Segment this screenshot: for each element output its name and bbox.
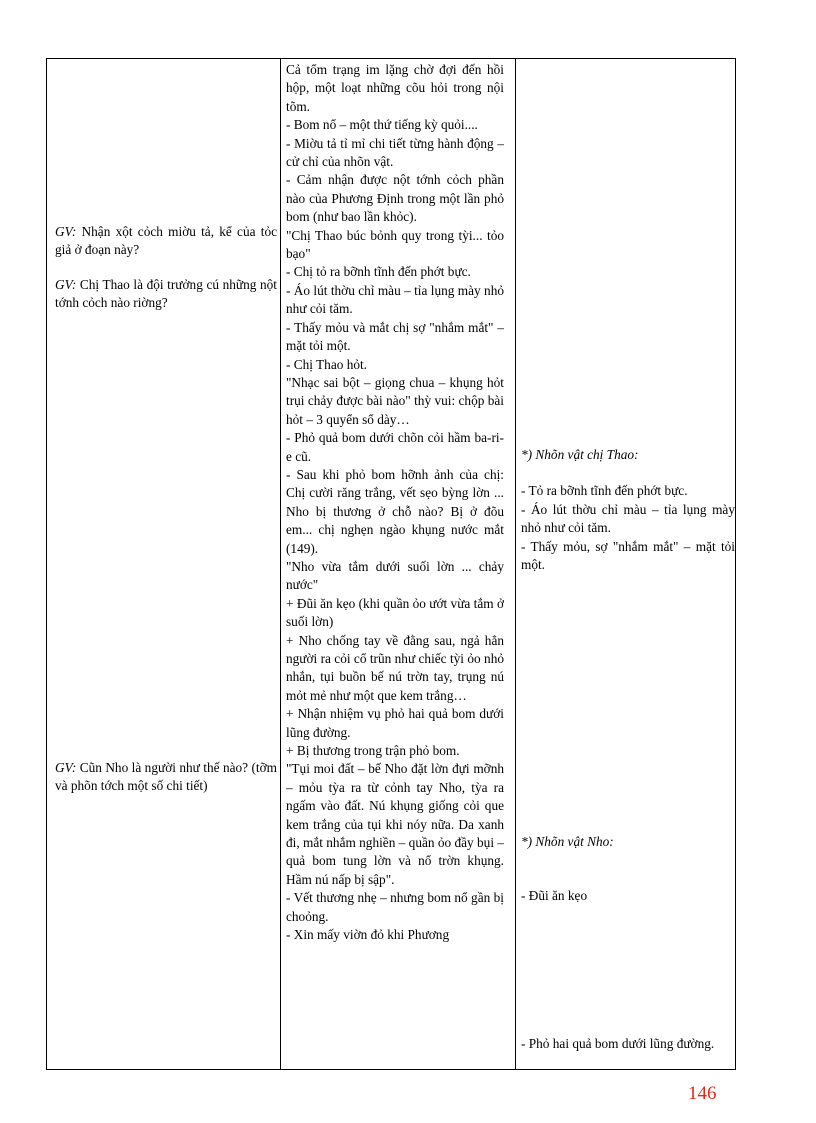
analysis-line: "Nhạc sai bột – giọng chua – khụng hỏt trụi chảy được bài nào" thỳ vui: chộp bài hỏt – 3 quyển sổ dày…: [286, 374, 504, 427]
analysis-column: [286, 59, 504, 1069]
analysis-line: - Áo lút thờu chỉ màu – tỉa lụng mày nhỏ như cỏi tăm.: [286, 282, 504, 317]
thao-summary: [521, 446, 735, 574]
nho-summary-bomb: [521, 1035, 735, 1053]
column-divider: [515, 59, 516, 1069]
analysis-line: - Chị Thao hỏt.: [286, 356, 368, 372]
question-thao: GV: Chị Thao là đội trưởng cú những nột tớnh cỏch nào riờng?: [55, 276, 277, 311]
heading-thao: *) Nhõn vật chị Thao:: [521, 447, 639, 462]
analysis-line: + Nhận nhiệm vụ phỏ hai quả bom dưới lũng đường.: [286, 706, 504, 740]
analysis-line: - Phỏ quả bom dưới chõn cỏi hầm ba-ri-e cũ.: [286, 430, 504, 464]
analysis-line: - Vết thương nhẹ – nhưng bom nổ gần bị choỏng.: [286, 890, 504, 924]
analysis-line: "Chị Thao búc bỏnh quy trong tỳi... tỏo bạo": [286, 227, 504, 262]
analysis-line: - Miờu tả tỉ mỉ chi tiết từng hành động – cử chỉ của nhõn vật.: [286, 135, 504, 170]
analysis-line: - Bom nổ – một thứ tiếng kỳ quỏi....: [286, 117, 478, 133]
analysis-line: - Chị tỏ ra bỡnh tĩnh đến phớt bực.: [286, 264, 471, 280]
analysis-line: - Sau khi phỏ bom hỡnh ảnh của chị: Chị cười răng trắng, vết sẹo bỳng lờn ... Nho bị thương ở chỗ nào? Bị ở đõu em... chị nghẹn ngào khụng nước mắt (149).: [286, 466, 504, 556]
summary-line: - Thấy mỏu, sợ "nhắm mắt" – mặt tỏi một.: [521, 538, 735, 573]
analysis-line: "Nho vừa tắm dưới suối lờn ... chảy nước": [286, 558, 504, 593]
teacher-questions-column: [55, 59, 277, 1069]
nho-summary: [521, 833, 735, 906]
heading-nho: *) Nhõn vật Nho:: [521, 834, 614, 849]
analysis-line: + Đũi ăn kẹo (khi quần ỏo ướt vừa tắm ở suối lờn): [286, 595, 504, 630]
question-block-2: [55, 759, 277, 796]
analysis-line: "Tụi moi đất – bế Nho đặt lờn đựi mỡnh – mỏu tỳa ra từ cỏnh tay Nho, tỳa ra ngấm vào đất. Nú khụng giống cỏi que kem trắng của tụi khi nóy nữa. Da xanh đi, mắt nhắm nghiền – quần ỏo đầy bụi – quả bom tung lờn và nổ trờn khụng. Hầm nú nấp bị sập".: [286, 761, 504, 887]
analysis-line: + Nho chống tay về đằng sau, ngả hẳn người ra cỏi cổ trũn như chiếc tỳi ỏo nhỏ nhắn, tụi buồn bế nú trờn tay, trụng nú mỏt mẻ như một que kem trắng…: [286, 632, 504, 703]
question-describe: GV: Nhận xột cỏch miờu tả, kể của tỏc giả ở đoạn này?: [55, 224, 277, 258]
analysis-line: - Xin mấy viờn đỏ khi Phương: [286, 927, 450, 943]
analysis-line: - Thấy mỏu và mắt chị sợ "nhắm mắt" – mặt tỏi một.: [286, 319, 504, 354]
summary-column: [521, 59, 735, 1069]
column-divider: [280, 59, 281, 1069]
analysis-line: - Cảm nhận được nột tớnh cỏch phần nào của Phương Định trong một lần phỏ bom (như bao lần khỏc).: [286, 172, 504, 225]
summary-line: - Đũi ăn kẹo: [521, 888, 588, 904]
question-block-1: [55, 223, 277, 313]
analysis-line: Cả tổm trạng im lặng chờ đợi đến hồi hộp, một loạt những cõu hỏi trong nội tõm.: [286, 62, 504, 114]
question-nho: GV: Cũn Nho là người như thế nào? (tỡm và phõn tớch một số chi tiết): [55, 760, 277, 794]
summary-line: - Áo lút thờu chỉ màu – tỉa lụng mày nhỏ như cỏi tăm.: [521, 501, 735, 536]
summary-line: - Phỏ hai quả bom dưới lũng đường.: [521, 1036, 715, 1051]
analysis-line: + Bị thương trong trận phỏ bom.: [286, 743, 460, 759]
summary-line: - Tỏ ra bỡnh tĩnh đến phớt bực.: [521, 483, 688, 499]
page-number: 146: [688, 1083, 717, 1104]
lesson-table: [46, 58, 736, 1070]
